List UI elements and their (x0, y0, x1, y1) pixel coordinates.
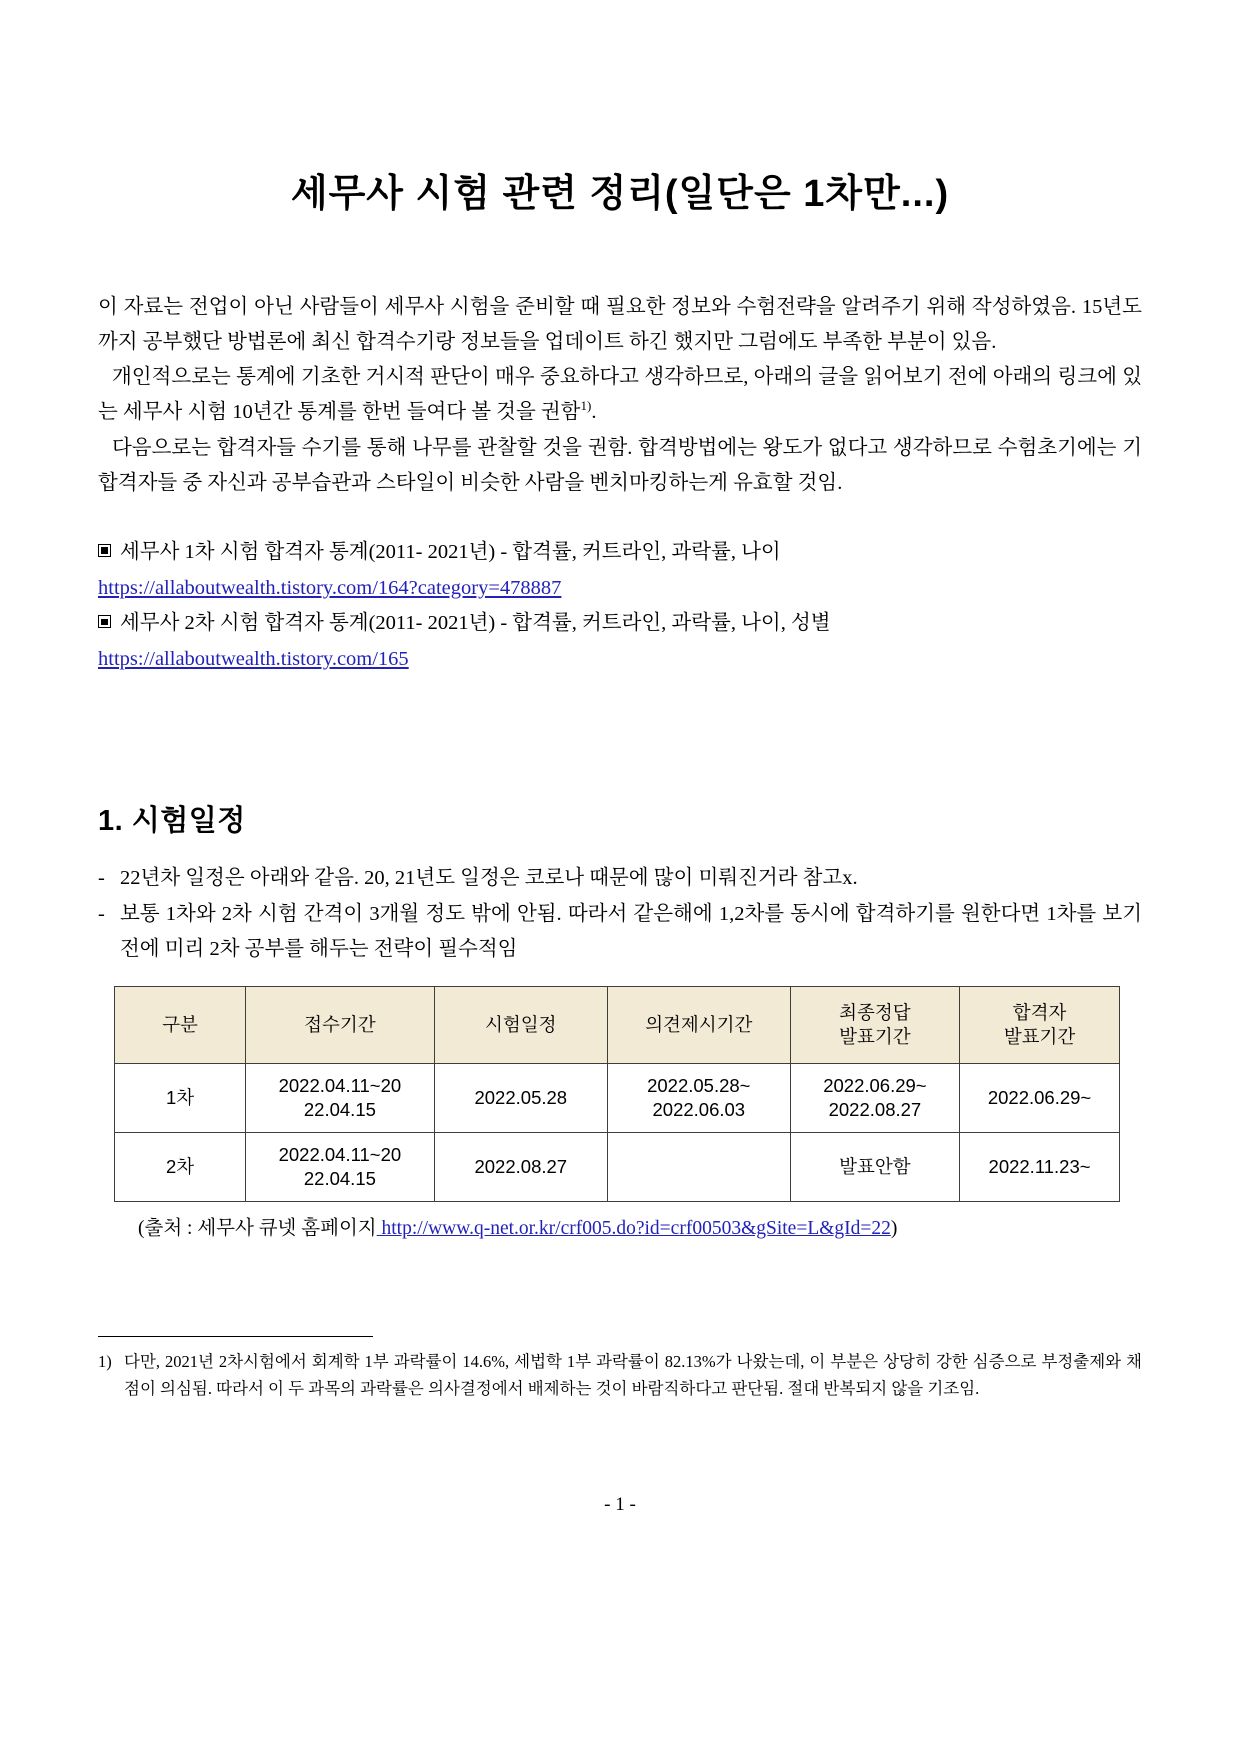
cell-opinion-period (607, 1133, 790, 1202)
intro-section (98, 290, 1142, 502)
intro-paragraph-2-text: 개인적으로는 통계에 기초한 거시적 판단이 매우 중요하다고 생각하므로, 아래의 글을 읽어보기 전에 아래의 링크에 있는 세무사 시험 10년간 통계를 한번 들여다 볼 것을 권함 (98, 366, 1142, 424)
footnote-text: 다만, 2021년 2차시험에서 회계학 1부 과락률이 14.6%, 세법학 1부 과락률이 82.13%가 나왔는데, 이 부분은 상당히 강한 심증으로 부정출제와 채점이 의심됨. 따라서 이 두 과목의 과락률은 의사결정에서 배제하는 것이 바람직하다고 판단됨. 절대 반복되지 않을 기조임. (124, 1352, 1142, 1398)
column-header-result-line2: 발표기간 (1003, 1026, 1076, 1048)
reference-item-2-label-line (98, 606, 1142, 642)
cell-final-answer-line2: 2022.08.27 (828, 1099, 922, 1121)
page-title: 세무사 시험 관련 정리(일단은 1차만...) (290, 173, 950, 215)
dash-bullet-icon: - (98, 903, 105, 926)
cell-result-period: 2022.06.29~ (960, 1064, 1120, 1133)
reference-item-2-label: 세무사 2차 시험 합격자 통계(2011- 2021년) - 합격률, 커트라인, 과락률, 나이, 성별 (120, 612, 831, 635)
footnote-1 (98, 1349, 1142, 1402)
table-row (115, 1133, 1120, 1202)
dash-bullet-icon: - (98, 866, 105, 889)
cell-apply-period (246, 1064, 435, 1133)
qnet-homepage-link[interactable]: http://www.q-net.or.kr/crf005.do?id=crf00503&gSite=L&gId=22 (376, 1218, 891, 1240)
cell-apply-period-line2: 22.04.15 (303, 1099, 376, 1121)
cell-final-answer-line1: 2022.06.29~ (823, 1075, 927, 1097)
cell-apply-period-line1: 2022.04.11~20 (278, 1144, 402, 1166)
page-number: - 1 - (604, 1494, 636, 1515)
reference-link-1[interactable]: https://allaboutwealth.tistory.com/164?category=478887 (98, 576, 562, 599)
footnote-divider (98, 1336, 373, 1337)
column-header-gubun: 구분 (115, 987, 246, 1064)
column-header-final-answer-line2: 발표기간 (839, 1026, 911, 1048)
intro-paragraph-2 (98, 360, 1142, 431)
source-note-prefix: (출처 : 세무사 큐넷 홈페이지 (138, 1218, 377, 1240)
column-header-exam-date: 시험일정 (434, 987, 607, 1064)
table-header-row (115, 987, 1120, 1064)
cell-opinion-period-line1: 2022.05.28~ (647, 1075, 751, 1097)
filled-square-bullet-icon (98, 544, 111, 557)
column-header-final-answer-line1: 최종정답 (839, 1002, 911, 1024)
intro-paragraph-1: 이 자료는 전업이 아닌 사람들이 세무사 시험을 준비할 때 필요한 정보와 수험전략을 알려주기 위해 작성하였음. 15년도까지 공부했단 방법론에 최신 합격수기랑 정보들을 업데이트 하긴 했지만 그럼에도 부족한 부분이 있음. (98, 295, 1142, 353)
reference-item-2-url-line (98, 642, 1142, 678)
column-header-result-period (960, 987, 1120, 1064)
cell-opinion-period-line2: 2022.06.03 (652, 1099, 746, 1121)
table-header (115, 987, 1120, 1064)
footnote-reference-1[interactable]: 1) (580, 398, 592, 414)
cell-final-answer-period (790, 1064, 959, 1133)
reference-links (98, 535, 1142, 678)
footnote-section (98, 1336, 1142, 1402)
source-note-suffix: ) (890, 1218, 898, 1240)
cell-exam-date: 2022.05.28 (434, 1064, 607, 1133)
intro-paragraph-2-tail: . (591, 401, 597, 424)
cell-gubun: 2차 (115, 1133, 246, 1202)
table-source-note (98, 1215, 1142, 1243)
reference-item-1-label: 세무사 1차 시험 합격자 통계(2011- 2021년) - 합격률, 커트라인, 과락률, 나이 (120, 541, 781, 564)
cell-gubun: 1차 (115, 1064, 246, 1133)
cell-apply-period-line1: 2022.04.11~20 (278, 1075, 402, 1097)
table-row (115, 1064, 1120, 1133)
cell-apply-period (246, 1133, 435, 1202)
section-heading-1: 1. 시험일정 (98, 804, 246, 837)
cell-exam-date: 2022.08.27 (434, 1133, 607, 1202)
exam-schedule-table (114, 986, 1120, 1202)
column-header-apply-period: 접수기간 (246, 987, 435, 1064)
column-header-final-answer-period (790, 987, 959, 1064)
cell-opinion-period (607, 1064, 790, 1133)
cell-apply-period-line2: 22.04.15 (303, 1168, 376, 1190)
column-header-opinion-period: 의견제시기간 (607, 987, 790, 1064)
reference-item-1-label-line (98, 535, 1142, 571)
filled-square-bullet-icon (98, 615, 111, 628)
table-body (115, 1064, 1120, 1202)
intro-paragraph-3: 다음으로는 합격자들 수기를 통해 나무를 관찰할 것을 권함. 합격방법에는 왕도가 없다고 생각하므로 수험초기에는 기합격자들 중 자신과 공부습관과 스타일이 비슷한 사람을 벤치마킹하는게 유효할 것임. (98, 436, 1142, 494)
section-1-bullets (98, 861, 1142, 966)
list-item (98, 861, 1142, 895)
list-item-text: 보통 1차와 2차 시험 간격이 3개월 정도 밖에 안됨. 따라서 같은해에 1,2차를 동시에 합격하기를 원한다면 1차를 보기 전에 미리 2차 공부를 해두는 전략이 필수적임 (120, 903, 1142, 960)
exam-schedule-table-wrapper (98, 986, 1142, 1202)
cell-result-period: 2022.11.23~ (960, 1133, 1120, 1202)
list-item-text: 22년차 일정은 아래와 같음. 20, 21년도 일정은 코로나 때문에 많이 미뤄진거라 참고x. (120, 866, 858, 889)
cell-final-answer-period: 발표안함 (790, 1133, 959, 1202)
list-item (98, 897, 1142, 966)
reference-link-2[interactable]: https://allaboutwealth.tistory.com/165 (98, 648, 409, 671)
column-header-result-line1: 합격자 (1012, 1002, 1067, 1024)
reference-item-1-url-line (98, 571, 1142, 607)
footnote-number: 1) (98, 1352, 112, 1371)
